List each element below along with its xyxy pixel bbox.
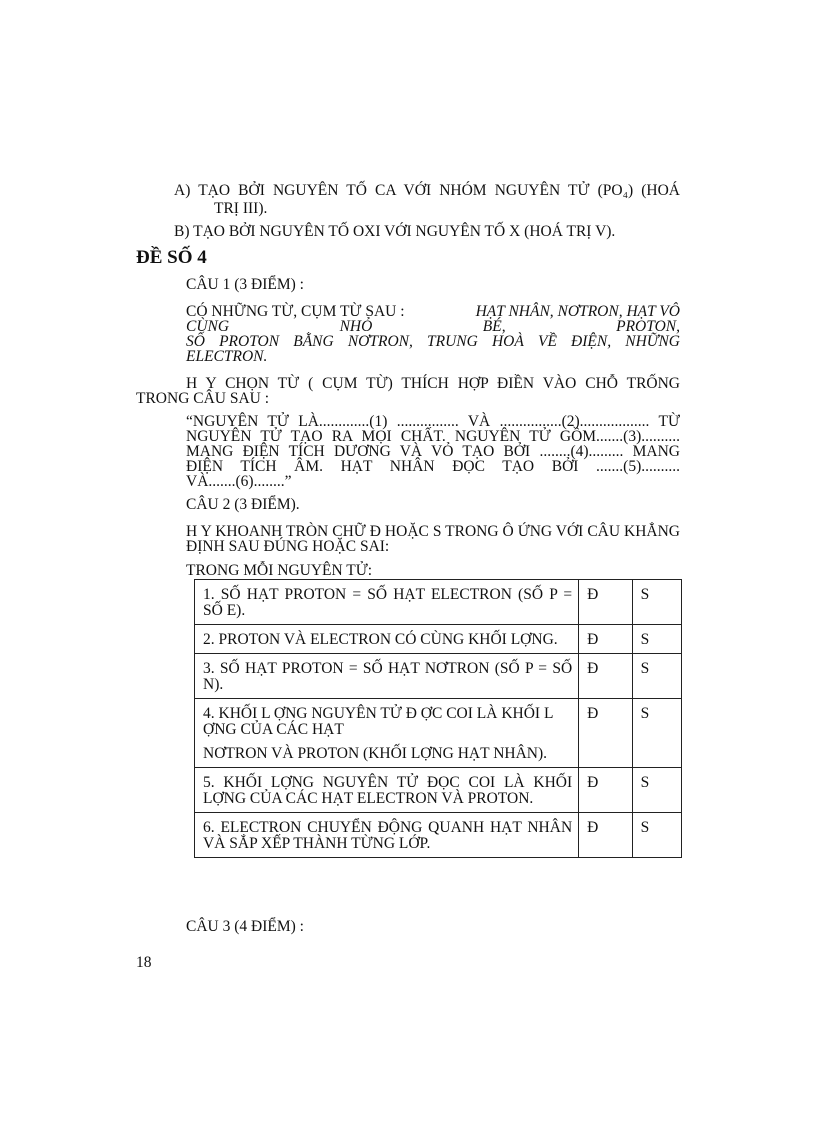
answer-false-cell[interactable]: S [632, 625, 681, 654]
answer-false-cell[interactable]: S [632, 654, 681, 699]
page-number: 18 [136, 954, 152, 971]
answer-false-cell[interactable]: S [632, 580, 681, 625]
option-a-line1: A) TẠO BỞI NGUYÊN TỐ CA VỚI NHÓM NGUYÊN TỬ (PO₄) (HOÁ [174, 182, 680, 199]
cau2-title: CÂU 2 (3 ĐIỂM). [186, 496, 300, 513]
answer-true-cell[interactable]: Đ [579, 813, 632, 858]
cau2-lead: TRONG MỖI NGUYÊN TỬ: [186, 562, 373, 579]
cau1-intro-line3: SỐ PROTON BẰNG NƠTRON, TRUNG HOÀ VỀ ĐIỆN, NHỮNG [186, 333, 680, 350]
statement-cell: 6. ELECTRON CHUYỂN ĐỘNG QUANH HẠT NHÂN VÀ SẮP XẾP THÀNH TỪNG LỚP. [195, 813, 579, 858]
cau1-intro-line4: ELECTRON. [186, 348, 268, 365]
cau1-quote-line3: MANG ĐIỆN TÍCH DƯƠNG VÀ VỎ TẠO BỞI ........(4)......... MANG [186, 443, 680, 460]
table-row [195, 768, 682, 813]
table-row [195, 654, 682, 699]
table-row [195, 625, 682, 654]
cau2-instruction-line2: ĐỊNH SAU ĐÚNG HOẶC SAI: [186, 538, 390, 555]
cau2-instruction-line1: H Y KHOANH TRÒN CHỮ Đ HOẶC S TRONG Ô ỨNG VỚI CÂU KHẲNG [186, 523, 680, 540]
cau1-intro-lead: CÓ NHỮNG TỪ, CỤM TỪ SAU : [186, 303, 405, 320]
answer-true-cell[interactable]: Đ [579, 768, 632, 813]
statement-cell: 2. PROTON VÀ ELECTRON CÓ CÙNG KHỐI LỢNG. [195, 625, 579, 654]
answer-false-cell[interactable]: S [632, 699, 681, 768]
statement-cell [195, 699, 579, 768]
cau1-quote-line1: “NGUYÊN TỬ LÀ.............(1) ................ VÀ ................(2).................. TỪ [186, 413, 680, 430]
option-b: B) TẠO BỞI NGUYÊN TỐ OXI VỚI NGUYÊN TỐ X (HOÁ TRỊ V). [174, 223, 616, 240]
answer-false-cell[interactable]: S [632, 768, 681, 813]
option-a-line2: TRỊ III). [214, 200, 268, 217]
statement-text-continued: NƠTRON VÀ PROTON (KHỐI LỢNG HẠT NHÂN). [203, 745, 548, 762]
statement-text: 4. KHỐI L ỢNG NGUYÊN TỬ Đ ỢC COI LÀ KHỐI L ỢNG CỦA CÁC HẠT [203, 705, 553, 738]
cau1-quote-line4: ĐIỆN TÍCH ÂM. HẠT NHÂN ĐỌC TẠO BỞI .......(5).......... [186, 458, 680, 475]
cau1-intro-line2: CÙNG NHỎ BÉ, PROTON, [186, 318, 680, 335]
table-row [195, 699, 682, 768]
answer-true-cell[interactable]: Đ [579, 580, 632, 625]
answer-true-cell[interactable]: Đ [579, 699, 632, 768]
cau1-title: CÂU 1 (3 ĐIỂM) : [186, 276, 304, 293]
true-false-table [194, 579, 682, 858]
answer-false-cell[interactable]: S [632, 813, 681, 858]
table-row [195, 580, 682, 625]
statement-cell: 3. SỐ HẠT PROTON = SỐ HẠT NƠTRON (SỐ P = SỐ N). [195, 654, 579, 699]
cau1-intro-words: HẠT NHÂN, NƠTRON, HẠT VÔ [475, 303, 680, 320]
answer-true-cell[interactable]: Đ [579, 625, 632, 654]
cau3-title: CÂU 3 (4 ĐIỂM) : [186, 918, 304, 935]
table-row [195, 813, 682, 858]
answer-true-cell[interactable]: Đ [579, 654, 632, 699]
statement-cell: 5. KHỐI LỢNG NGUYÊN TỬ ĐỌC COI LÀ KHỐI LỢNG CỦA CÁC HẠT ELECTRON VÀ PROTON. [195, 768, 579, 813]
cau1-quote-line5: VÀ.......(6)........” [186, 473, 292, 490]
section-title: ĐỀ SỐ 4 [136, 247, 207, 268]
cau1-quote-line2: NGUYÊN TỬ TẠO RA MỌI CHẤT. NGUYÊN TỬ GỒM.......(3).......... [186, 428, 680, 445]
cau1-instruction-line2: TRONG CÂU SAU : [136, 390, 270, 407]
statement-cell: 1. SỐ HẠT PROTON = SỐ HẠT ELECTRON (SỐ P = SỐ E). [195, 580, 579, 625]
cau1-instruction-line1: H Y CHỌN TỪ ( CỤM TỪ) THÍCH HỢP ĐIỀN VÀO CHỖ TRỐNG [186, 375, 680, 392]
